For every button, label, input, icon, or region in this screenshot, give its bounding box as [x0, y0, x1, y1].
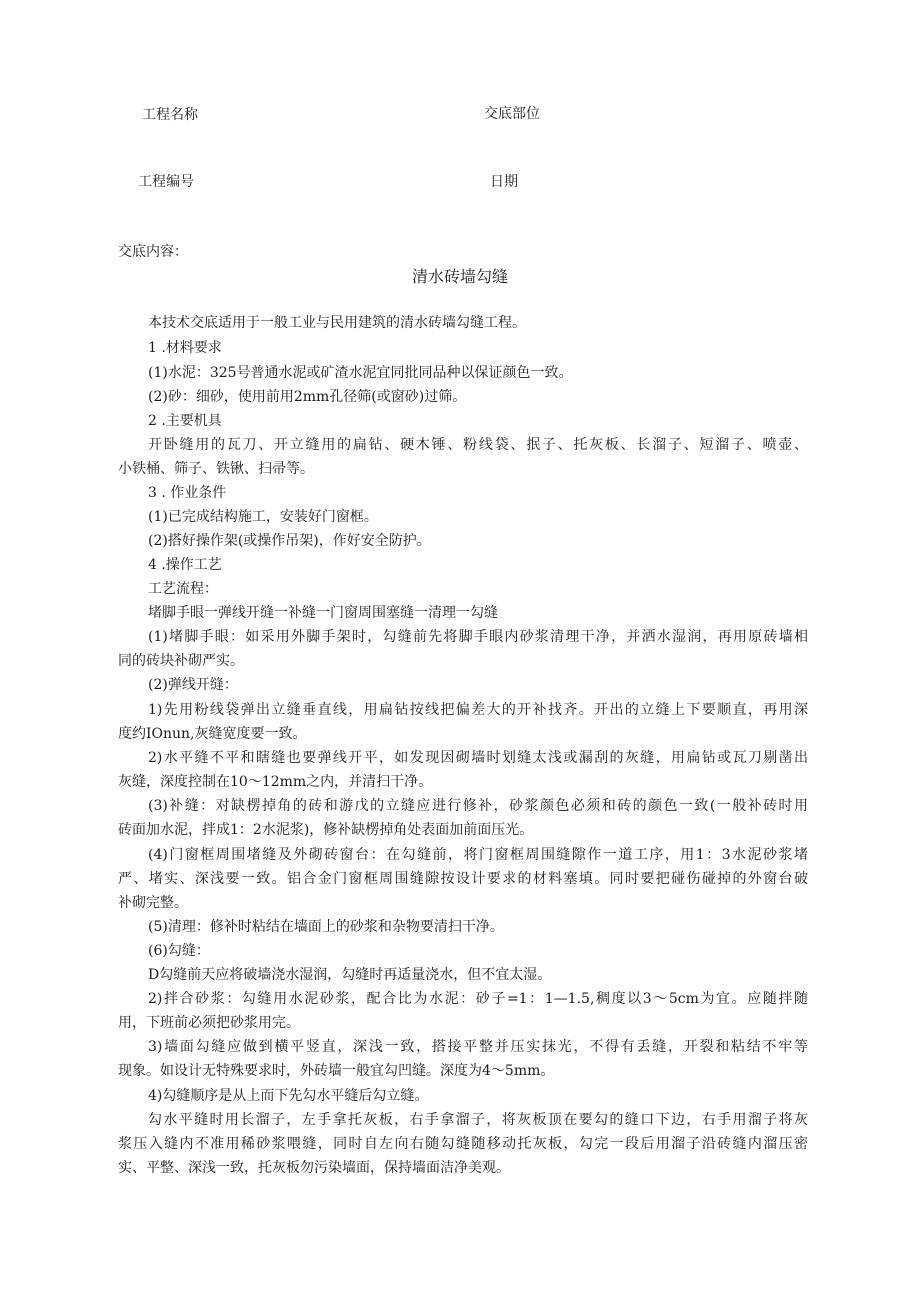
body-line: 2)拌合砂浆：勾缝用水泥砂浆，配合比为水泥：砂子=1：1—1.5,稠度以3～5cm为宜。应随拌随	[148, 991, 808, 1007]
body-line: 浆压入缝内不准用稀砂浆喂缝，同时自左向右随勾缝随移动托灰板，勾完一段后用溜子沿砖缝内溜压密	[118, 1136, 808, 1152]
content-label: 交底内容：	[118, 244, 188, 260]
body-line: 现象。如设计无特殊要求时，外砖墙一般宜勾凹缝。深度为4～5mm。	[118, 1063, 555, 1079]
body-line: (1)已完成结构施工，安装好门窗框。	[148, 509, 378, 525]
handover-part-label: 交底部位	[484, 106, 540, 122]
body-line: 本技术交底适用于一般工业与民用建筑的清水砖墙勾缝工程。	[148, 315, 526, 331]
body-line: 1 .材料要求	[148, 340, 222, 356]
body-line: (5)清理：修补时粘结在墙面上的砂浆和杂物要清扫干净。	[148, 919, 504, 935]
body-line: 开卧缝用的瓦刀、开立缝用的扁钻、硬木锤、粉线袋、抿子、托灰板、长溜子、短溜子、喷壶、	[148, 437, 808, 453]
body-line: (6)勾缝：	[148, 943, 210, 959]
body-line: 灰缝，深度控制在10～12mm之内，并清扫干净。	[118, 774, 433, 790]
body-line: 严、堵实、深浅要一致。铝合金门窗框周围缝隙按设计要求的材料塞填。同时要把碰伤碰掉的外窗台破	[118, 871, 808, 887]
body-line: (2)砂：细砂，使用前用2mm孔径筛(或窗砂)过筛。	[148, 389, 467, 405]
body-line: 4 .操作工艺	[148, 557, 222, 573]
body-line: 同的砖块补砌严实。	[118, 653, 244, 669]
body-line: 3)墙面勾缝应做到横平竖直，深浅一致，搭接平整并压实抹光，不得有丢缝，开裂和粘结不牢等	[148, 1039, 808, 1055]
project-name-label: 工程名称	[142, 107, 198, 123]
body-line: 补砌完整。	[118, 895, 188, 911]
body-line: 2 .主要机具	[148, 413, 222, 429]
body-line: 堵脚手眼一弹线开缝一补缝一门窗周围塞缝一清理一勾缝	[148, 605, 498, 621]
body-line: 1)先用粉线袋弹出立缝垂直线，用扁钻按线把偏差大的开补找齐。开出的立缝上下要顺直，再用深	[148, 702, 808, 718]
document-title: 清水砖墙勾缝	[411, 267, 508, 286]
date-label: 日期	[490, 174, 518, 190]
body-line: 2)水平缝不平和瞎缝也要弹线开平，如发现因砌墙时划缝太浅或漏刮的灰缝，用扁钻或瓦刀剔凿出	[148, 750, 808, 766]
project-number-label: 工程编号	[138, 174, 194, 190]
body-line: 小铁桶、筛子、铁锹、扫帚等。	[118, 461, 314, 477]
body-line: 4)勾缝顺序是从上而下先勾水平缝后勾立缝。	[148, 1088, 429, 1104]
body-line: (2)弹线开缝：	[148, 677, 238, 693]
body-line: (1)堵脚手眼：如采用外脚手架时，勾缝前先将脚手眼内砂浆清理干净，并洒水湿润，再用原砖墙相	[148, 629, 808, 645]
body-line: 实、平整、深浅一致，托灰板勿污染墙面，保持墙面洁净美观。	[118, 1160, 510, 1176]
body-line: 用，下班前必须把砂浆用完。	[118, 1015, 300, 1031]
body-line: 砖面加水泥，拌成1：2水泥浆)，修补缺楞掉角处表面加前面压光。	[118, 822, 534, 838]
body-line: (2)搭好操作架(或操作吊架)，作好安全防护。	[148, 533, 431, 549]
body-line: 度约IOnun,灰缝宽度要一致。	[118, 726, 307, 742]
body-line: (1)水泥：325号普通水泥或矿渣水泥宜同批同品种以保证颜色一致。	[148, 365, 573, 381]
body-line: 勾水平缝时用长溜子，左手拿托灰板，右手拿溜子，将灰板顶在要勾的缝口下边，右手用溜子将灰	[148, 1112, 808, 1128]
body-line: D勾缝前天应将破墙浇水湿润，勾缝时再适量浇水，但不宜太湿。	[148, 967, 552, 983]
body-line: (4)门窗框周围堵缝及外砌砖窗台：在勾缝前，将门窗框周围缝隙作一道工序，用1：3水泥砂浆堵	[148, 847, 808, 863]
body-line: (3)补缝：对缺楞掉角的砖和游戊的立缝应进行修补，砂浆颜色必须和砖的颜色一致(一般补砖时用	[148, 798, 808, 814]
body-line: 工艺流程：	[148, 581, 218, 597]
body-line: 3 . 作业条件	[148, 485, 227, 501]
